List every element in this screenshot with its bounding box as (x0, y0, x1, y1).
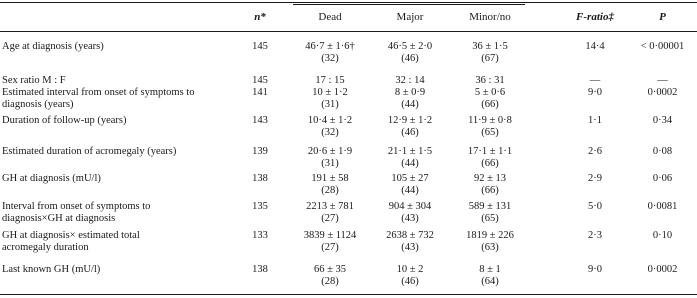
header-n: n* (254, 11, 266, 23)
cell-count: (44) (401, 184, 419, 196)
cell-minor (450, 173, 530, 196)
cell-n: 145 (252, 41, 268, 52)
cell-count: (44) (401, 98, 419, 110)
cell-count: (64) (481, 275, 499, 287)
cell-count: (46) (401, 52, 419, 64)
cell-count: (66) (481, 157, 499, 169)
row-label: GH at diagnosis (mU/l) (2, 173, 101, 184)
cell-minor (450, 230, 530, 253)
cell-value: 17·1 ± 1·1 (467, 146, 513, 157)
cell-dead (290, 146, 370, 169)
cell-major (370, 173, 450, 196)
cell-value: 12·9 ± 1·2 (387, 115, 433, 126)
cell-fratio: 2·9 (588, 173, 602, 184)
group-rule (293, 4, 525, 5)
cell-value: 20·6 ± 1·9 (307, 146, 353, 157)
cell-minor (450, 41, 530, 64)
cell-value: 105 ± 27 (391, 173, 429, 184)
cell-value: 8 ± 1 (479, 264, 501, 275)
cell-major: 32 : 14 (395, 75, 425, 86)
cell-count: (32) (321, 52, 339, 64)
cell-n: 135 (252, 201, 268, 212)
cell-count: (65) (481, 126, 499, 138)
cell-value: 36 ± 1·5 (472, 41, 508, 52)
cell-major (370, 264, 450, 287)
cell-value: 904 ± 304 (388, 201, 432, 212)
cell-count: (67) (481, 52, 499, 64)
cell-value: 10 ± 2 (396, 264, 424, 275)
row-label: Duration of follow-up (years) (2, 115, 127, 126)
cell-value: 191 ± 58 (311, 173, 349, 184)
table-bottom-rule (0, 294, 697, 295)
cell-major (370, 230, 450, 253)
header-dead: Dead (318, 11, 342, 23)
row-label: Estimated duration of acromegaly (years) (2, 146, 177, 157)
cell-count: (27) (321, 212, 339, 224)
cell-value: 2638 ± 732 (386, 230, 434, 241)
cell-count: (28) (321, 184, 339, 196)
cell-n: 145 (252, 75, 268, 86)
cell-fratio: 5·0 (588, 201, 602, 212)
cell-count: (46) (401, 126, 419, 138)
cell-value: 5 ± 0·6 (474, 87, 506, 98)
cell-p: 0·34 (652, 115, 673, 126)
cell-count: (66) (481, 98, 499, 110)
cell-dead: 17 : 15 (315, 75, 345, 86)
cell-n: 141 (252, 87, 268, 98)
header-major: Major (396, 11, 424, 23)
header-minor: Minor/no (469, 11, 511, 23)
cell-dead (290, 230, 370, 253)
cell-minor (450, 146, 530, 169)
row-label: Estimated interval from onset of symptoms to diagnosis (years) (2, 87, 195, 110)
cell-value: 589 ± 131 (468, 201, 512, 212)
cell-dead (290, 41, 370, 64)
cell-n: 139 (252, 146, 268, 157)
row-label: Interval from onset of symptoms to diagnosis×GH at diagnosis (2, 201, 151, 224)
table-top-rule (0, 2, 697, 3)
cell-value: 92 ± 13 (473, 173, 506, 184)
header-fratio: F-ratio‡ (576, 11, 614, 23)
cell-count: (43) (401, 241, 419, 253)
cell-count: (32) (321, 126, 339, 138)
cell-major (370, 87, 450, 110)
row-label: Sex ratio M : F (2, 75, 66, 86)
row-label: Age at diagnosis (years) (2, 41, 104, 52)
cell-major (370, 41, 450, 64)
cell-p: 0·08 (652, 146, 673, 157)
header-rule (0, 31, 697, 32)
cell-major (370, 115, 450, 138)
header-p: P (659, 11, 666, 23)
cell-count: (31) (321, 157, 339, 169)
cell-fratio: 2·6 (588, 146, 602, 157)
cell-p: 0·0002 (647, 87, 678, 98)
cell-minor (450, 115, 530, 138)
cell-p: — (657, 75, 668, 86)
cell-major (370, 201, 450, 224)
cell-n: 133 (252, 230, 268, 241)
cell-n: 143 (252, 115, 268, 126)
cell-value: 46·5 ± 2·0 (387, 41, 433, 52)
cell-count: (44) (401, 157, 419, 169)
cell-n: 138 (252, 173, 268, 184)
cell-dead (290, 87, 370, 110)
cell-count: (28) (321, 275, 339, 287)
cell-count: (66) (481, 184, 499, 196)
cell-value: 66 ± 35 (313, 264, 346, 275)
cell-p: 0·10 (652, 230, 673, 241)
cell-count: (63) (481, 241, 499, 253)
cell-value: 10 ± 1·2 (312, 87, 348, 98)
cell-dead (290, 115, 370, 138)
cell-value: 21·1 ± 1·5 (387, 146, 433, 157)
cell-fratio: 14·4 (585, 41, 605, 52)
cell-dead (290, 264, 370, 287)
row-label: GH at diagnosis× estimated total acromegaly duration (2, 230, 140, 253)
cell-value: 1819 ± 226 (466, 230, 514, 241)
cell-minor (450, 201, 530, 224)
cell-value: 46·7 ± 1·6† (305, 41, 355, 52)
cell-fratio: 1·1 (588, 115, 602, 126)
cell-value: 10·4 ± 1·2 (307, 115, 353, 126)
row-label: Last known GH (mU/l) (2, 264, 101, 275)
cell-major (370, 146, 450, 169)
cell-count: (31) (321, 98, 339, 110)
cell-p: < 0·00001 (640, 41, 685, 52)
cell-fratio: 9·0 (588, 264, 602, 275)
cell-dead (290, 201, 370, 224)
cell-count: (65) (481, 212, 499, 224)
cell-minor (450, 87, 530, 110)
cell-value: 3839 ± 1124 (303, 230, 357, 241)
cell-minor (450, 264, 530, 287)
cell-p: 0·0002 (647, 264, 678, 275)
cell-fratio: — (589, 75, 601, 86)
cell-dead (290, 173, 370, 196)
cell-fratio: 2·3 (588, 230, 602, 241)
cell-count: (46) (401, 275, 419, 287)
cell-p: 0·06 (652, 173, 673, 184)
cell-fratio: 9·0 (588, 87, 602, 98)
cell-count: (43) (401, 212, 419, 224)
cell-value: 2213 ± 781 (306, 201, 354, 212)
cell-value: 8 ± 0·9 (394, 87, 426, 98)
cell-minor: 36 : 31 (475, 75, 505, 86)
cell-n: 138 (252, 264, 268, 275)
cell-value: 11·9 ± 0·8 (468, 115, 512, 126)
cell-count: (27) (321, 241, 339, 253)
cell-p: 0·0081 (647, 201, 678, 212)
